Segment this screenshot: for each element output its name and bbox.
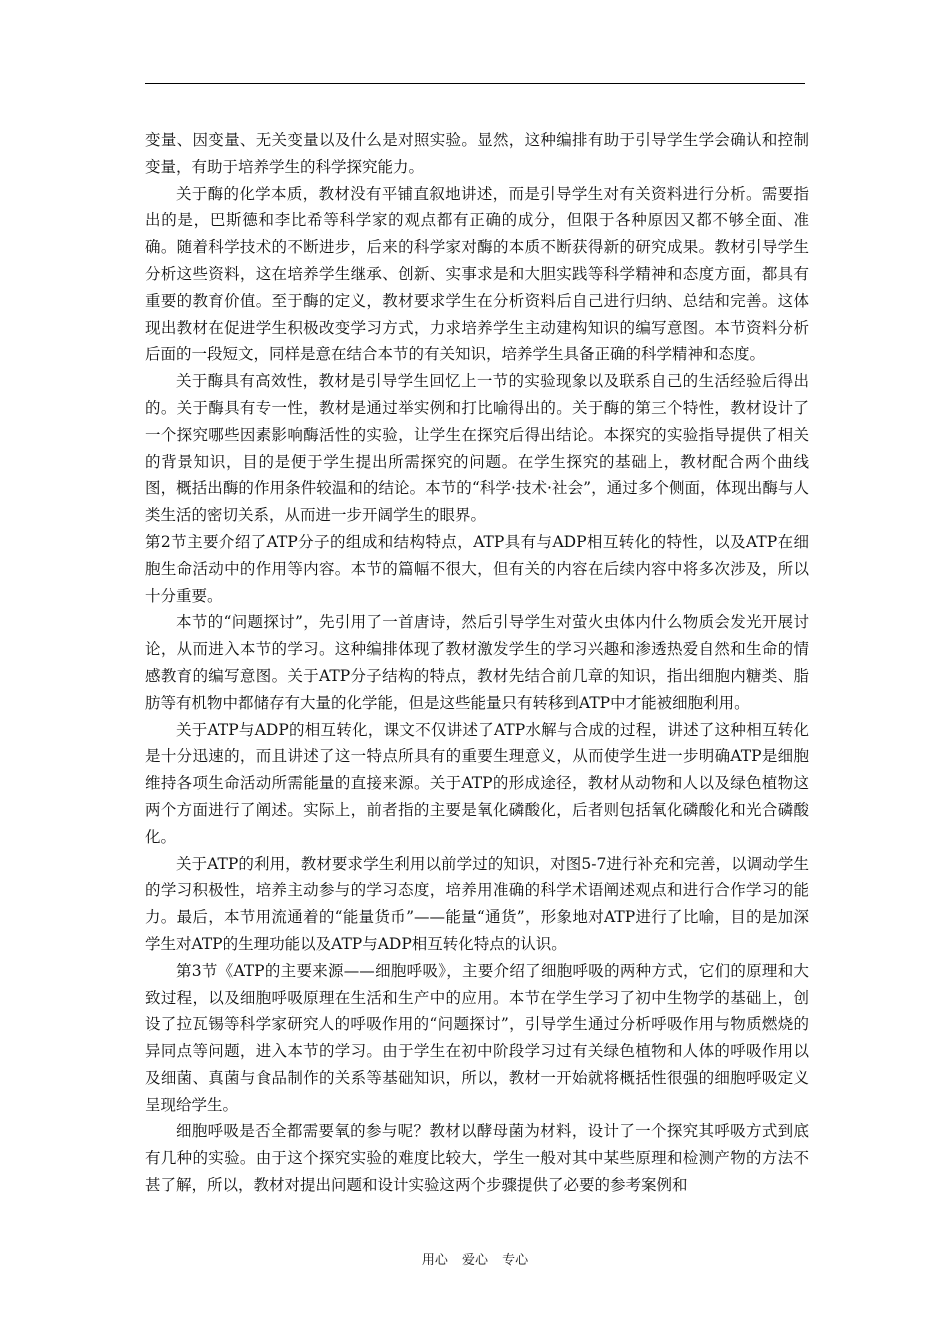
paragraph-continuation: 变量、因变量、无关变量以及什么是对照实验。显然，这种编排有助于引导学生学会确认和控制变量，有助于培养学生的科学探究能力。 [145,131,809,176]
paragraph-atp-adp-conversion: 关于ATP与ADP的相互转化，课文不仅讲述了ATP水解与合成的过程，讲述了这种相互转化是十分迅速的，而且讲述了这一特点所具有的重要生理意义，从而使学生进一步明确ATP是细胞维持各项生命活动所需能量的直接来源。关于ATP的形成途径，教材从动物和人以及绿色植物这两个方面进行了阐述。实际上，前者指的主要是氧化磷酸化，后者则包括氧化磷酸化和光合磷酸化。 [145,720,809,846]
page-footer: 用心 爱心 专心 [421,1253,529,1268]
document-body [145,127,809,1199]
header-rule [145,83,805,84]
paragraph-enzyme-nature: 关于酶的化学本质，教材没有平铺直叙地讲述，而是引导学生对有关资料进行分析。需要指出的是，巴斯德和李比希等科学家的观点都有正确的成分，但限于各种原因又都不够全面、准确。随着科学技术的不断进步，后来的科学家对酶的本质不断获得新的研究成果。教材引导学生分析这些资料，这在培养学生继承、创新、实事求是和大胆实践等科学精神和态度方面，都具有重要的教育价值。至于酶的定义，教材要求学生在分析资料后自己进行归纳、总结和完善。这体现出教材在促进学生积极改变学习方式，力求培养学生主动建构知识的编写意图。本节资料分析后面的一段短文，同样是意在结合本节的有关知识，培养学生具备正确的科学精神和态度。 [145,184,809,364]
paragraph-enzyme-properties: 关于酶具有高效性，教材是引导学生回忆上一节的实验现象以及联系自己的生活经验后得出的。关于酶具有专一性，教材是通过举实例和打比喻得出的。关于酶的第三个特性，教材设计了一个探究哪些因素影响酶活性的实验，让学生在探究后得出结论。本探究的实验指导提供了相关的背景知识，目的是便于学生提出所需探究的问题。在学生探究的基础上，教材配合两个曲线图，概括出酶的作用条件较温和的结论。本节的“科学·技术·社会”，通过多个侧面，体现出酶与人类生活的密切关系，从而进一步开阔学生的眼界。 [145,372,809,525]
paragraph-atp-utilization: 关于ATP的利用，教材要求学生利用以前学过的知识，对图5-7进行补充和完善，以调动学生的学习积极性，培养主动参与的学习态度，培养用准确的科学术语阐述观点和进行合作学习的能力。最后，本节用流通着的“能量货币”——能量“通货”，形象地对ATP进行了比喻，目的是加深学生对ATP的生理功能以及ATP与ADP相互转化特点的认识。 [145,854,809,953]
paragraph-cell-respiration-oxygen: 细胞呼吸是否全都需要氧的参与呢？教材以酵母菌为材料，设计了一个探究其呼吸方式到底有几种的实验。由于这个探究实验的难度比较大，学生一般对其中某些原理和检测产物的方法不甚了解，所以，教材对提出问题和设计实验这两个步骤提供了必要的参考案例和 [145,1122,809,1195]
paragraph-problem-discussion: 本节的“问题探讨”，先引用了一首唐诗，然后引导学生对萤火虫体内什么物质会发光开展讨论，从而进入本节的学习。这种编排体现了教材激发学生的学习兴趣和渗透热爱自然和生命的情感教育的编写意图。关于ATP分子结构的特点，教材先结合前几章的知识，指出细胞内糖类、脂肪等有机物中都储存有大量的化学能，但是这些能量只有转移到ATP中才能被细胞利用。 [145,613,809,712]
paragraph-section-3-intro: 第3节《ATP的主要来源——细胞呼吸》，主要介绍了细胞呼吸的两种方式，它们的原理和大致过程，以及细胞呼吸原理在生活和生产中的应用。本节在学生学习了初中生物学的基础上，创设了拉瓦锡等科学家研究人的呼吸作用的“问题探讨”，引导学生通过分析呼吸作用与物质燃烧的异同点等问题，进入本节的学习。由于学生在初中阶段学习过有关绿色植物和人体的呼吸作用以及细菌、真菌与食品制作的关系等基础知识，所以，教材一开始就将概括性很强的细胞呼吸定义呈现给学生。 [145,961,809,1114]
paragraph-section-2-intro: 第2节主要介绍了ATP分子的组成和结构特点，ATP具有与ADP相互转化的特性，以及ATP在细胞生命活动中的作用等内容。本节的篇幅不很大，但有关的内容在后续内容中将多次涉及，所以十分重要。 [145,532,809,605]
